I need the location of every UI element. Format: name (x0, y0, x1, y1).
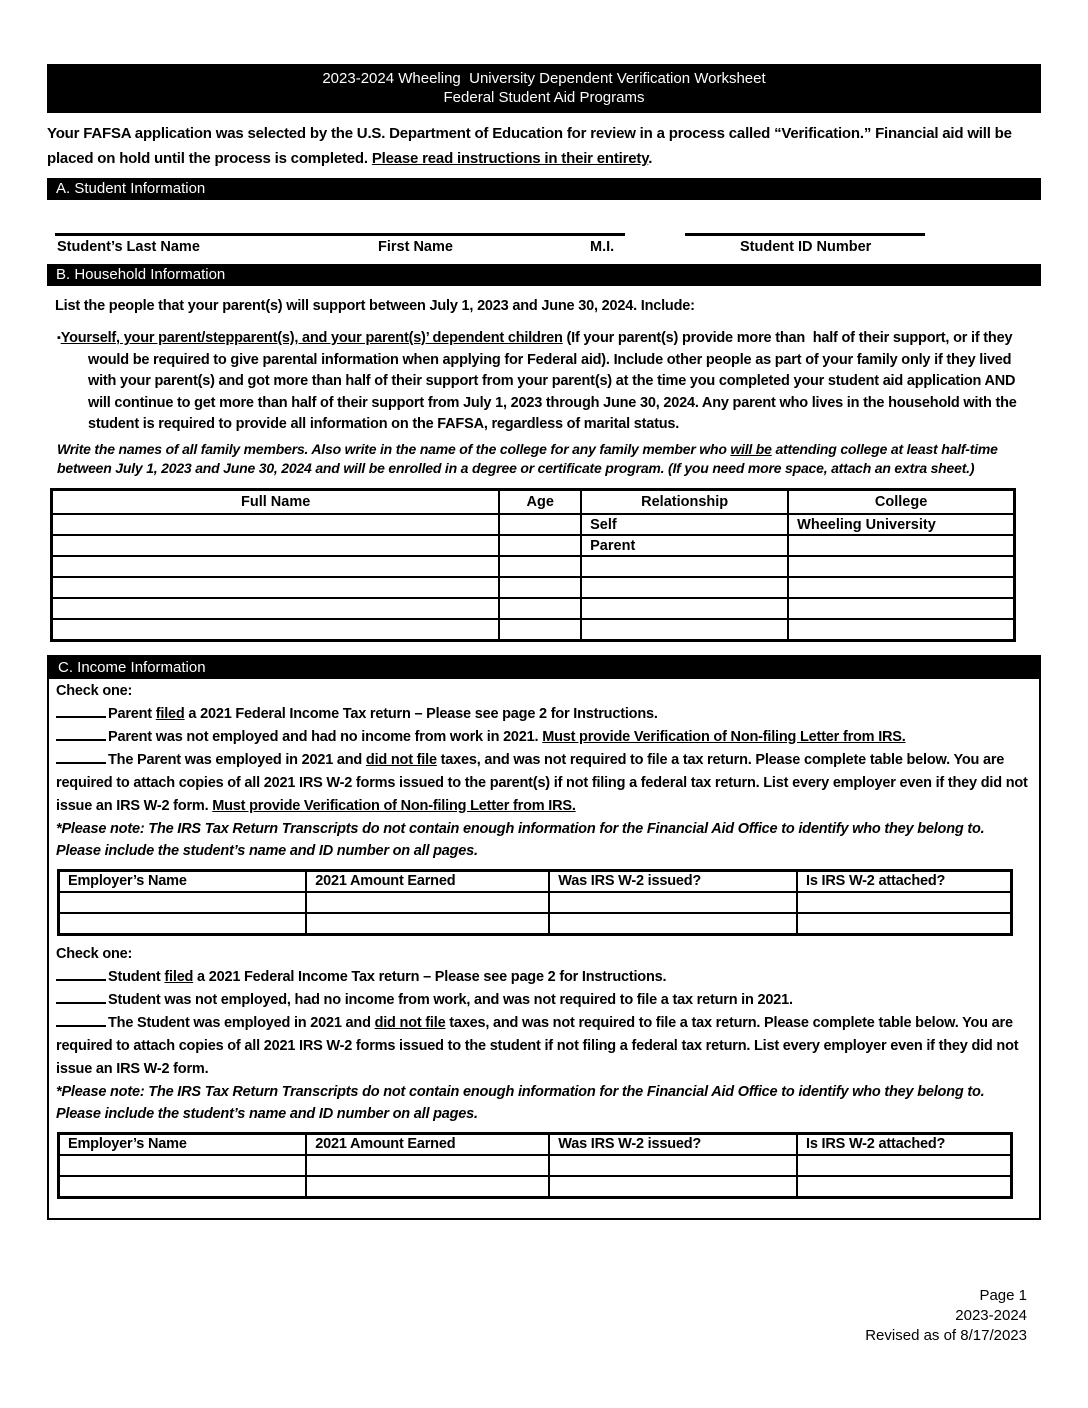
amount-earned-column-header: 2021 Amount Earned (306, 870, 549, 892)
full-name-cell[interactable] (52, 556, 500, 577)
household-intro (55, 295, 1041, 317)
table-row (59, 913, 1012, 934)
intro-text: until the process is completed. (150, 150, 372, 167)
employer-table-header-row (59, 870, 1012, 892)
w2-issued-column-header: Was IRS W-2 issued? (549, 870, 797, 892)
relationship-cell[interactable] (581, 577, 788, 598)
household-bullet-text: (If your parent(s) provide more than half of their support, or if they would be required to give parental information when applying for Federal aid). Include other people as part of your family only if they lived with your parent(s) and got more than half of their support from your parent(s) at the time you completed your student aid application AND will continue to get more than half of their support from July 1, 2023 through June 30, 2024. Any parent who lives in the household with the student is required to provide all information on the FAFSA, regardless of marital status. (88, 330, 1021, 432)
please-note-text: The IRS Tax Return Transcripts do not contain enough information for the Financial Aid Office to identify who they belong to. Please include the student’s name and ID number on all pages. (56, 820, 993, 859)
option-text-underlined: Must provide Verification of Non-filing Letter from IRS. (212, 797, 576, 814)
section-c-content (49, 679, 1039, 1218)
age-cell[interactable] (499, 514, 581, 535)
employer-name-column-header: Employer’s Name (59, 870, 307, 892)
intro-text: . (648, 150, 653, 167)
relationship-cell[interactable] (581, 598, 788, 619)
college-cell[interactable] (788, 598, 1014, 619)
parent-please-note (56, 818, 1029, 862)
employer-name-cell[interactable] (59, 892, 307, 913)
employer-table-header-row (59, 1133, 1012, 1155)
parent-check-one-label: Check one: (56, 682, 133, 699)
checkbox-blank[interactable] (56, 759, 106, 764)
student-id-label: Student ID Number (740, 239, 872, 255)
checkbox-blank[interactable] (56, 713, 106, 718)
household-bullet-paragraph (57, 328, 1041, 436)
option-text: a 2021 Federal Income Tax return – Please see page 2 for Instructions. (193, 968, 667, 985)
household-intro-text: . Include: (633, 298, 695, 314)
table-row (52, 619, 1015, 640)
checkbox-blank[interactable] (56, 999, 106, 1004)
option-text-underlined: did not file (374, 1014, 446, 1031)
relationship-cell[interactable] (581, 619, 788, 640)
college-cell[interactable] (788, 535, 1014, 556)
parent-employer-table (57, 869, 1013, 936)
college-cell[interactable] (788, 577, 1014, 598)
table-row (59, 892, 1012, 913)
college-cell[interactable] (788, 556, 1014, 577)
age-cell[interactable] (499, 535, 581, 556)
section-c-box (47, 655, 1041, 1220)
intro-verification-bold: “Verification.” (774, 125, 872, 142)
household-intro-dates: July 1, 2023 and June 30, 2024 (429, 298, 634, 314)
amount-earned-cell[interactable] (306, 1155, 549, 1176)
w2-attached-cell[interactable] (797, 913, 1011, 934)
employer-name-cell[interactable] (59, 913, 307, 934)
checkbox-blank[interactable] (56, 1022, 106, 1027)
option-text-underlined: filed (155, 705, 185, 722)
household-bullet-lead: Yourself, your parent/stepparent(s), and your parent(s)’ dependent children (60, 330, 563, 346)
full-name-cell[interactable] (52, 577, 500, 598)
household-note-willbe: will be (730, 440, 772, 457)
option-text: Student was not employed, had no income from work, and was not required to file a tax return in 2021. (108, 991, 793, 1008)
household-note-text: Write the names of all family members. Also write in the name of the college for any family member who (57, 440, 731, 457)
intro-text: Financial aid will be placed on (47, 125, 1012, 167)
amount-earned-cell[interactable] (306, 892, 549, 913)
option-text: taxes, and was not required to file a tax return. Please complete table below. You are required to attach copies of all 2021 IRS W-2 forms issued to the student if not filing a federal tax return. List every employer even if they did not issue an IRS W-2 form. (56, 1014, 1019, 1077)
student-employed-no-file-option (56, 1012, 1029, 1081)
student-employer-table (57, 1132, 1013, 1199)
table-row (52, 514, 1015, 535)
table-row (52, 556, 1015, 577)
last-name-label: Student’s Last Name (57, 239, 200, 255)
option-text: The Student was employed in 2021 and (108, 1014, 375, 1031)
employer-name-column-header: Employer’s Name (59, 1133, 307, 1155)
table-row (59, 1176, 1012, 1197)
footer-revised-date: Revised as of 8/17/2023 (865, 1327, 1027, 1344)
college-cell: Wheeling University (788, 514, 1014, 535)
option-text: Parent was not employed and had no income from work in 2021. (108, 728, 543, 745)
college-cell[interactable] (788, 619, 1014, 640)
table-row (52, 535, 1015, 556)
intro-hold-bold: hold (119, 150, 151, 167)
please-note-text: The IRS Tax Return Transcripts do not contain enough information for the Financial Aid Office to identify who they belong to. Please include the student’s name and ID number on all pages. (56, 1083, 993, 1122)
w2-attached-cell[interactable] (797, 1176, 1011, 1197)
table-row (52, 598, 1015, 619)
household-table (50, 488, 1016, 642)
w2-attached-cell[interactable] (797, 1155, 1011, 1176)
option-text-underlined: did not file (365, 751, 437, 768)
full-name-cell[interactable] (52, 619, 500, 640)
parent-filed-option (56, 703, 1029, 726)
checkbox-blank[interactable] (56, 976, 106, 981)
footer-year: 2023-2024 (955, 1307, 1027, 1324)
age-cell[interactable] (499, 556, 581, 577)
student-check-one-label: Check one: (56, 945, 133, 962)
option-text: Parent (108, 705, 156, 722)
w2-attached-cell[interactable] (797, 892, 1011, 913)
household-table-header-row (52, 489, 1015, 514)
amount-earned-cell[interactable] (306, 1176, 549, 1197)
age-cell[interactable] (499, 577, 581, 598)
employer-name-cell[interactable] (59, 1176, 307, 1197)
page-footer (865, 1286, 1027, 1346)
w2-attached-column-header: Is IRS W-2 attached? (797, 1133, 1011, 1155)
amount-earned-cell[interactable] (306, 913, 549, 934)
intro-text: Your FAFSA application was selected by the U.S. Department of Education for review in a process called (47, 125, 775, 142)
full-name-cell[interactable] (52, 598, 500, 619)
amount-earned-column-header: 2021 Amount Earned (306, 1133, 549, 1155)
age-cell[interactable] (499, 619, 581, 640)
student-filed-option (56, 966, 1029, 989)
age-column-header: Age (499, 489, 581, 514)
student-id-input-line[interactable] (685, 233, 925, 236)
student-please-note (56, 1081, 1029, 1125)
college-column-header: College (788, 489, 1014, 514)
relationship-column-header: Relationship (581, 489, 788, 514)
name-input-line[interactable] (55, 233, 625, 236)
parent-not-employed-option (56, 726, 1029, 749)
w2-issued-cell[interactable] (549, 1155, 797, 1176)
section-a-header: A. Student Information (47, 178, 1041, 200)
household-note-text: attending college at least half-time between July 1, 2023 and June 30, 2024 and will be enrolled in a degree or certificate program. (If you need more space, attach an extra sheet.) (57, 440, 998, 476)
household-note (57, 440, 1041, 478)
table-row (59, 1155, 1012, 1176)
option-text: Student (108, 968, 165, 985)
w2-issued-cell[interactable] (549, 913, 797, 934)
employer-name-cell[interactable] (59, 1155, 307, 1176)
title-line-1: 2023-2024 Wheeling University Dependent Verification Worksheet (322, 70, 766, 87)
title-line-2: Federal Student Aid Programs (443, 89, 645, 106)
option-text-underlined: filed (164, 968, 194, 985)
middle-initial-label: M.I. (590, 239, 615, 255)
parent-employed-no-file-option (56, 749, 1029, 818)
w2-issued-column-header: Was IRS W-2 issued? (549, 1133, 797, 1155)
section-c-header: C. Income Information (49, 657, 1039, 679)
w2-issued-cell[interactable] (549, 1176, 797, 1197)
age-cell[interactable] (499, 598, 581, 619)
table-row (52, 577, 1015, 598)
full-name-cell[interactable] (52, 535, 500, 556)
page-number: Page 1 (979, 1287, 1027, 1304)
intro-read-instructions: Please read instructions in their entirety (371, 150, 649, 167)
checkbox-blank[interactable] (56, 736, 106, 741)
full-name-column-header: Full Name (52, 489, 500, 514)
student-info-fields (47, 200, 1041, 264)
worksheet-page (47, 0, 1041, 1220)
section-b-header: B. Household Information (47, 264, 1041, 286)
please-note-lead: *Please note: (56, 1083, 145, 1100)
student-not-employed-option (56, 989, 1029, 1012)
bullet-square-icon: ▪ (57, 332, 61, 344)
w2-attached-column-header: Is IRS W-2 attached? (797, 870, 1011, 892)
relationship-cell: Parent (581, 535, 788, 556)
w2-issued-cell[interactable] (549, 892, 797, 913)
household-intro-text: List the people that your parent(s) will support between (55, 298, 430, 314)
first-name-label: First Name (378, 239, 453, 255)
please-note-lead: *Please note: (56, 820, 145, 837)
document-title-bar (47, 64, 1041, 113)
relationship-cell: Self (581, 514, 788, 535)
full-name-cell[interactable] (52, 514, 500, 535)
option-text: The Parent was employed in 2021 and (108, 751, 366, 768)
intro-paragraph (47, 121, 1041, 171)
option-text: a 2021 Federal Income Tax return – Please see page 2 for Instructions. (184, 705, 658, 722)
relationship-cell[interactable] (581, 556, 788, 577)
option-text: taxes, and was not required to file a tax return. Please complete table below. You are required to attach copies of all 2021 IRS W-2 forms issued to the parent(s) if not filing a federal tax return. List every employer even if they did not issue an IRS W-2 form. (56, 751, 1028, 814)
option-text-underlined: Must provide Verification of Non-filing Letter from IRS. (542, 728, 906, 745)
